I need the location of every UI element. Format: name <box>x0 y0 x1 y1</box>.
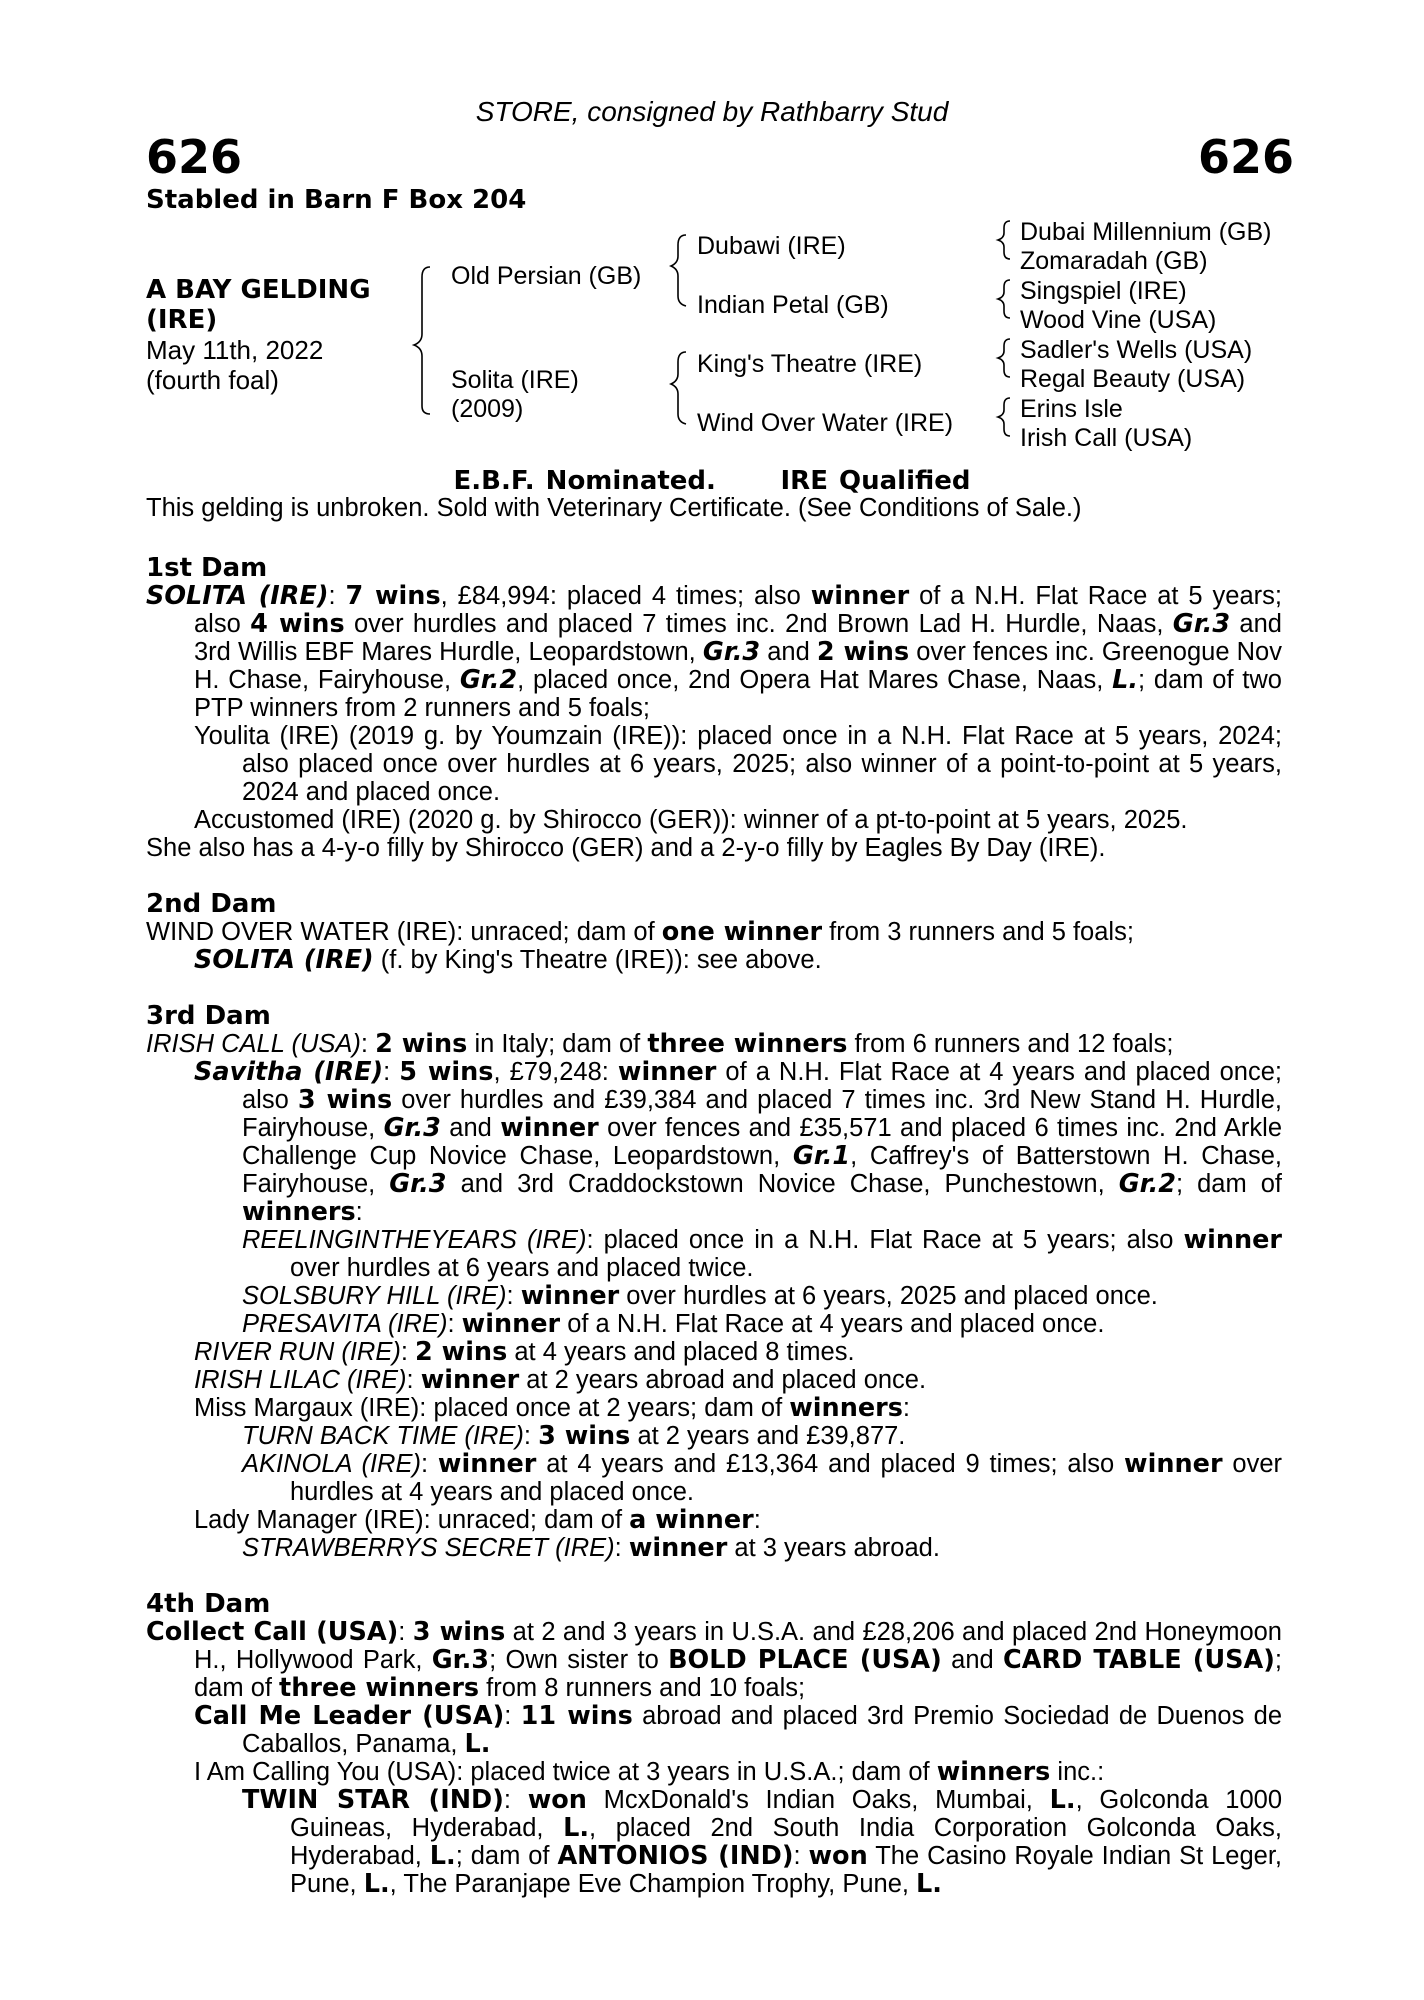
section-heading-4th-dam: 4th Dam <box>146 1589 271 1619</box>
pedigree-dam-year: (2009) <box>451 395 524 423</box>
pedigree-dam-sire: King's Theatre (IRE) <box>697 350 923 378</box>
pedigree-g3-6: Regal Beauty (USA) <box>1020 365 1246 393</box>
pedigree-sire-sire: Dubawi (IRE) <box>697 232 846 260</box>
pedigree-dam-dam: Wind Over Water (IRE) <box>697 409 954 437</box>
ebf-nominated: E.B.F. Nominated. <box>453 466 716 496</box>
section-heading-1st-dam: 1st Dam <box>146 553 268 583</box>
nominations-line <box>0 466 1424 495</box>
foal-note: (fourth foal) <box>146 365 279 395</box>
pedigree-sire-dam: Indian Petal (GB) <box>697 291 889 319</box>
lot-number-right: 626 <box>1197 130 1294 184</box>
ire-qualified: IRE Qualified <box>780 466 971 496</box>
horse-country: (IRE) <box>146 305 218 335</box>
foaling-date: May 11th, 2022 <box>146 335 324 365</box>
section-heading-2nd-dam: 2nd Dam <box>146 889 277 919</box>
stabling-info: Stabled in Barn F Box 204 <box>146 185 527 215</box>
pedigree-table <box>0 0 1424 460</box>
pedigree-g3-2: Zomaradah (GB) <box>1020 247 1208 275</box>
pedigree-g3-7: Erins Isle <box>1020 395 1123 423</box>
pedigree-g3-5: Sadler's Wells (USA) <box>1020 336 1253 364</box>
sale-note: This gelding is unbroken. Sold with Veterinary Certificate. (See Conditions of Sale.) <box>146 494 1082 522</box>
pedigree-g3-1: Dubai Millennium (GB) <box>1020 218 1272 246</box>
second-dam-text: WIND OVER WATER (IRE): unraced; dam of one winner from 3 runners and 5 foals; SOLITA (IRE) (f. by King's Theatre (IRE)): see above. <box>146 917 1134 975</box>
section-heading-3rd-dam: 3rd Dam <box>146 1001 271 1031</box>
first-dam-text: SOLITA (IRE): 7 wins, £84,994: placed 4 times; also winner of a N.H. Flat Race at 5 years; also 4 wins over hurdles and placed 7 times inc. 2nd Brown Lad H. Hurdle, Naas, Gr.3 and 3rd Willis EBF Mares Hurdle, Leopardstown, Gr.3 and 2 wins over fences inc. Greenogue Nov H. Chase, Fairyhouse, Gr.2, placed once, 2nd Opera Hat Mares Chase, Naas, L.; dam of two PTP winners from 2 runners and 5 foals; Youlita (IRE) (2019 g. by Youmzain (IRE)): placed once in a N.H. Flat Race at 5 years, 2024; also placed once over hurdles at 6 years, 2025; also winner of a point-to-point at 5 years, 2024 and placed once. Accustomed (IRE) (2020 g. by Shirocco (GER)): winner of a pt-to-point at 5 years, 2025. She also has a 4-y-o filly by Shirocco (GER) and a 2-y-o filly by Eagles By Day (IRE). <box>146 581 1282 862</box>
third-dam-text: IRISH CALL (USA): 2 wins in Italy; dam of three winners from 6 runners and 12 foals; Savitha (IRE): 5 wins, £79,248: winner of a N.H. Flat Race at 4 years and placed once; also 3 wins over hurdles and £39,384 and placed 7 times inc. 3rd New Stand H. Hurdle, Fairyhouse, Gr.3 and winner over fences and £35,571 and placed 6 times inc. 2nd Arkle Challenge Cup Novice Chase, Leopardstown, Gr.1, Caffrey's of Batterstown H. Chase, Fairyhouse, Gr.3 and 3rd Craddockstown Novice Chase, Punchestown, Gr.2; dam of winners: REELINGINTHEYEARS (IRE): placed once in a N.H. Flat Race at 5 years; also winner over hurdles at 6 years and placed twice. SOLSBURY HILL (IRE): winner over hurdles at 6 years, 2025 and placed once. PRESAVITA (IRE): winner of a N.H. Flat Race at 4 years and placed once. RIVER RUN (IRE): 2 wins at 4 years and placed 8 times. IRISH LILAC (IRE): winner at 2 years abroad and placed once. Miss Margaux (IRE): placed once at 2 years; dam of winners: TURN BACK TIME (IRE): 3 wins at 2 years and £39,877. AKINOLA (IRE): winner at 4 years and £13,364 and placed 9 times; also winner over hurdles at 4 years and placed once. Lady Manager (IRE): unraced; dam of a winner: STRAWBERRYS SECRET (IRE): winner at 3 years abroad. <box>146 1029 1283 1563</box>
fourth-dam-text: Collect Call (USA): 3 wins at 2 and 3 years in U.S.A. and £28,206 and placed 2nd Honeymoon H., Hollywood Park, Gr.3; Own sister to BOLD PLACE (USA) and CARD TABLE (USA); dam of three winners from 8 runners and 10 foals; Call Me Leader (USA): 11 wins abroad and placed 3rd Premio Sociedad de Duenos de Caballos, Panama, L. I Am Calling You (USA): placed twice at 3 years in U.S.A.; dam of winners inc.: TWIN STAR (IND): won McxDonald's Indian Oaks, Mumbai, L., Golconda 1000 Guineas, Hyderabad, L., placed 2nd South India Corporation Golconda Oaks, Hyderabad, L.; dam of ANTONIOS (IND): won The Casino Royale Indian St Leger, Pune, L., The Paranjape Eve Champion Trophy, Pune, L. <box>146 1617 1283 1899</box>
pedigree-g3-8: Irish Call (USA) <box>1020 424 1193 452</box>
pedigree-sire: Old Persian (GB) <box>451 262 642 290</box>
consignor-line: STORE, consigned by Rathbarry Stud <box>475 96 949 127</box>
horse-name: A BAY GELDING <box>146 275 371 305</box>
pedigree-g3-4: Wood Vine (USA) <box>1020 306 1217 334</box>
pedigree-g3-3: Singspiel (IRE) <box>1020 277 1187 305</box>
lot-number-left: 626 <box>146 130 243 184</box>
pedigree-dam: Solita (IRE) <box>451 366 579 394</box>
